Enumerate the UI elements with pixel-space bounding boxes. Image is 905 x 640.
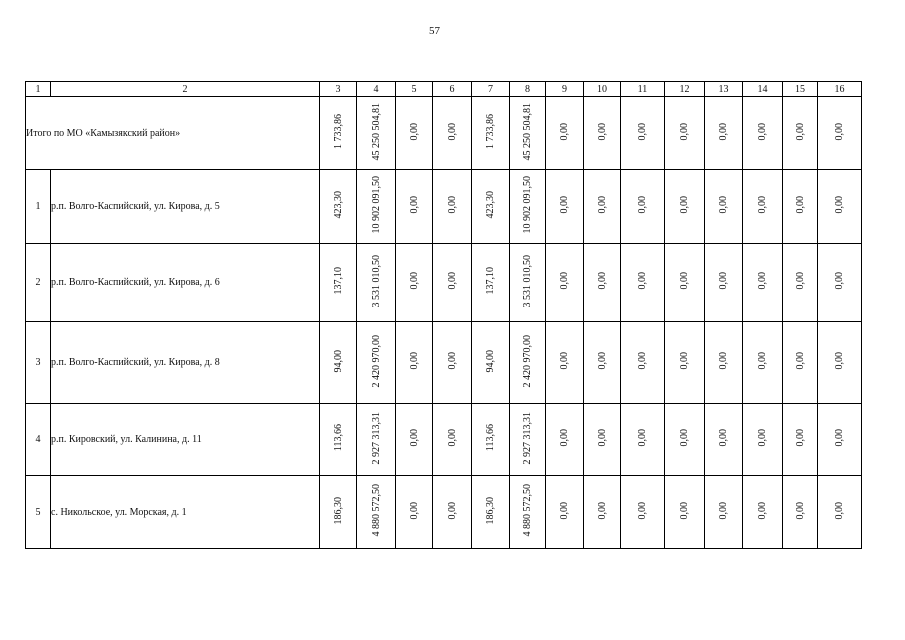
total-cell-c3 bbox=[320, 97, 357, 170]
row-cell-c5-value: 0,00 bbox=[408, 272, 420, 290]
header-cell-14: 14 bbox=[743, 82, 783, 97]
row-cell-c14-value: 0,00 bbox=[757, 272, 768, 290]
row-address: с. Никольское, ул. Морская, д. 1 bbox=[51, 476, 320, 549]
row-cell-c13-value: 0,00 bbox=[718, 501, 729, 520]
header-cell-6: 6 bbox=[433, 82, 472, 97]
row-cell-c12 bbox=[665, 322, 705, 404]
row-cell-c10-value: 0,00 bbox=[596, 429, 608, 447]
row-cell-c5-value: 0,00 bbox=[408, 196, 420, 214]
row-cell-c13-value: 0,00 bbox=[718, 352, 729, 370]
row-cell-c12-value: 0,00 bbox=[679, 352, 690, 370]
row-number: 4 bbox=[26, 404, 51, 476]
row-cell-c6-value: 0,00 bbox=[446, 272, 458, 290]
total-cell-c16 bbox=[818, 97, 862, 170]
row-cell-c15-value: 0,00 bbox=[794, 272, 806, 290]
row-cell-c8 bbox=[510, 404, 546, 476]
row-cell-c3 bbox=[320, 170, 357, 244]
row-cell-c9 bbox=[546, 170, 584, 244]
row-cell-c15 bbox=[783, 322, 818, 404]
row-cell-c6 bbox=[433, 404, 472, 476]
row-cell-c3-value: 94,00 bbox=[332, 349, 344, 373]
header-cell-10: 10 bbox=[584, 82, 621, 97]
row-cell-c8 bbox=[510, 170, 546, 244]
total-cell-c4 bbox=[357, 97, 396, 170]
total-cell-c10 bbox=[584, 97, 621, 170]
total-cell-c12-value: 0,00 bbox=[679, 122, 690, 141]
header-cell-1: 1 bbox=[26, 82, 51, 97]
row-cell-c10-value: 0,00 bbox=[596, 272, 608, 290]
row-cell-c10-value: 0,00 bbox=[596, 196, 608, 214]
table-row bbox=[26, 244, 862, 322]
row-cell-c9-value: 0,00 bbox=[559, 272, 570, 290]
row-cell-c4 bbox=[357, 404, 396, 476]
row-cell-c8-value: 2 927 313,31 bbox=[522, 411, 533, 465]
row-cell-c11 bbox=[621, 476, 665, 549]
row-cell-c9-value: 0,00 bbox=[559, 429, 570, 447]
total-cell-c14-value: 0,00 bbox=[757, 122, 768, 141]
row-cell-c10 bbox=[584, 322, 621, 404]
row-cell-c7 bbox=[472, 170, 510, 244]
row-cell-c14 bbox=[743, 244, 783, 322]
row-cell-c7-value: 423,30 bbox=[485, 191, 496, 219]
row-cell-c7 bbox=[472, 322, 510, 404]
total-cell-c8-value: 45 250 504,81 bbox=[522, 102, 533, 161]
total-cell-c13-value: 0,00 bbox=[718, 122, 729, 141]
total-cell-c8 bbox=[510, 97, 546, 170]
row-cell-c5-value: 0,00 bbox=[408, 501, 420, 520]
row-cell-c9-value: 0,00 bbox=[559, 196, 570, 214]
row-cell-c15 bbox=[783, 244, 818, 322]
row-cell-c16 bbox=[818, 244, 862, 322]
row-cell-c9 bbox=[546, 476, 584, 549]
row-cell-c7 bbox=[472, 476, 510, 549]
row-cell-c10-value: 0,00 bbox=[596, 352, 608, 370]
row-cell-c6-value: 0,00 bbox=[446, 429, 458, 447]
row-cell-c5 bbox=[396, 170, 433, 244]
row-cell-c11-value: 0,00 bbox=[637, 429, 648, 447]
row-cell-c11-value: 0,00 bbox=[637, 196, 648, 214]
total-cell-c6 bbox=[433, 97, 472, 170]
row-cell-c8 bbox=[510, 476, 546, 549]
data-table bbox=[25, 81, 862, 549]
row-cell-c14-value: 0,00 bbox=[757, 196, 768, 214]
total-cell-c5 bbox=[396, 97, 433, 170]
row-cell-c13-value: 0,00 bbox=[718, 429, 729, 447]
row-cell-c8 bbox=[510, 244, 546, 322]
row-cell-c14 bbox=[743, 476, 783, 549]
row-cell-c4 bbox=[357, 244, 396, 322]
header-cell-7: 7 bbox=[472, 82, 510, 97]
row-cell-c15-value: 0,00 bbox=[794, 352, 806, 370]
row-cell-c12 bbox=[665, 404, 705, 476]
row-cell-c4-value: 10 902 091,50 bbox=[370, 176, 382, 234]
row-cell-c15-value: 0,00 bbox=[794, 196, 806, 214]
total-cell-c11-value: 0,00 bbox=[637, 122, 648, 141]
total-cell-c14 bbox=[743, 97, 783, 170]
row-cell-c15 bbox=[783, 170, 818, 244]
row-cell-c13 bbox=[705, 244, 743, 322]
row-cell-c12-value: 0,00 bbox=[679, 501, 690, 520]
row-cell-c11 bbox=[621, 170, 665, 244]
row-cell-c10 bbox=[584, 476, 621, 549]
total-cell-c6-value: 0,00 bbox=[446, 122, 458, 141]
row-cell-c4-value: 4 880 572,50 bbox=[370, 484, 382, 537]
row-cell-c11 bbox=[621, 322, 665, 404]
row-cell-c15-value: 0,00 bbox=[794, 429, 806, 447]
row-cell-c11 bbox=[621, 244, 665, 322]
row-cell-c6 bbox=[433, 322, 472, 404]
row-number: 3 bbox=[26, 322, 51, 404]
row-cell-c12-value: 0,00 bbox=[679, 429, 690, 447]
row-cell-c5 bbox=[396, 322, 433, 404]
total-cell-c15-value: 0,00 bbox=[794, 122, 806, 141]
total-cell-c9 bbox=[546, 97, 584, 170]
row-number: 5 bbox=[26, 476, 51, 549]
row-cell-c8-value: 4 880 572,50 bbox=[522, 484, 533, 537]
total-cell-c7-value: 1 733,86 bbox=[485, 114, 496, 149]
row-cell-c13-value: 0,00 bbox=[718, 196, 729, 214]
total-label: Итого по МО «Камызякский район» bbox=[26, 97, 320, 170]
row-cell-c6-value: 0,00 bbox=[446, 196, 458, 214]
row-cell-c15-value: 0,00 bbox=[794, 501, 806, 520]
header-cell-5: 5 bbox=[396, 82, 433, 97]
total-cell-c4-value: 45 250 504,81 bbox=[370, 102, 382, 161]
row-cell-c8 bbox=[510, 322, 546, 404]
table-row bbox=[26, 322, 862, 404]
header-cell-9: 9 bbox=[546, 82, 584, 97]
row-cell-c4-value: 3 531 010,50 bbox=[370, 254, 382, 308]
row-cell-c5 bbox=[396, 244, 433, 322]
row-cell-c10 bbox=[584, 244, 621, 322]
row-cell-c7 bbox=[472, 404, 510, 476]
page-number: 57 bbox=[429, 25, 440, 37]
row-cell-c3 bbox=[320, 322, 357, 404]
total-cell-c3-value: 1 733,86 bbox=[332, 114, 344, 149]
row-cell-c4 bbox=[357, 476, 396, 549]
row-cell-c3-value: 113,66 bbox=[332, 424, 344, 452]
row-cell-c13 bbox=[705, 170, 743, 244]
row-address: р.п. Волго-Каспийский, ул. Кирова, д. 5 bbox=[51, 170, 320, 244]
row-cell-c14 bbox=[743, 404, 783, 476]
total-cell-c7 bbox=[472, 97, 510, 170]
row-cell-c10 bbox=[584, 404, 621, 476]
row-cell-c14-value: 0,00 bbox=[757, 429, 768, 447]
header-cell-8: 8 bbox=[510, 82, 546, 97]
row-cell-c13 bbox=[705, 404, 743, 476]
row-number: 2 bbox=[26, 244, 51, 322]
header-cell-4: 4 bbox=[357, 82, 396, 97]
row-cell-c6 bbox=[433, 476, 472, 549]
row-cell-c12 bbox=[665, 244, 705, 322]
header-cell-2: 2 bbox=[51, 82, 320, 97]
row-address: р.п. Кировский, ул. Калинина, д. 11 bbox=[51, 404, 320, 476]
row-cell-c11-value: 0,00 bbox=[637, 352, 648, 370]
row-cell-c8-value: 3 531 010,50 bbox=[522, 254, 533, 308]
row-cell-c7-value: 94,00 bbox=[485, 349, 496, 373]
row-cell-c16-value: 0,00 bbox=[834, 352, 845, 370]
row-cell-c11 bbox=[621, 404, 665, 476]
row-cell-c4 bbox=[357, 322, 396, 404]
row-cell-c8-value: 10 902 091,50 bbox=[522, 176, 533, 234]
total-cell-c12 bbox=[665, 97, 705, 170]
header-cell-11: 11 bbox=[621, 82, 665, 97]
row-cell-c6 bbox=[433, 170, 472, 244]
row-cell-c6 bbox=[433, 244, 472, 322]
row-cell-c3 bbox=[320, 476, 357, 549]
row-cell-c13 bbox=[705, 322, 743, 404]
row-cell-c13 bbox=[705, 476, 743, 549]
row-cell-c12-value: 0,00 bbox=[679, 196, 690, 214]
row-cell-c7-value: 113,66 bbox=[485, 424, 496, 452]
row-cell-c14-value: 0,00 bbox=[757, 352, 768, 370]
row-cell-c14 bbox=[743, 322, 783, 404]
header-cell-12: 12 bbox=[665, 82, 705, 97]
row-cell-c4 bbox=[357, 170, 396, 244]
total-cell-c5-value: 0,00 bbox=[408, 122, 420, 141]
row-cell-c9-value: 0,00 bbox=[559, 501, 570, 520]
table-row bbox=[26, 404, 862, 476]
total-cell-c16-value: 0,00 bbox=[834, 122, 845, 141]
row-cell-c10 bbox=[584, 170, 621, 244]
row-cell-c5-value: 0,00 bbox=[408, 352, 420, 370]
header-cell-16: 16 bbox=[818, 82, 862, 97]
row-cell-c13-value: 0,00 bbox=[718, 272, 729, 290]
row-cell-c7-value: 186,30 bbox=[485, 496, 496, 525]
row-cell-c12 bbox=[665, 170, 705, 244]
row-cell-c6-value: 0,00 bbox=[446, 501, 458, 520]
row-number: 1 bbox=[26, 170, 51, 244]
total-cell-c13 bbox=[705, 97, 743, 170]
row-cell-c9 bbox=[546, 404, 584, 476]
row-cell-c16-value: 0,00 bbox=[834, 272, 845, 290]
row-cell-c12-value: 0,00 bbox=[679, 272, 690, 290]
row-address: р.п. Волго-Каспийский, ул. Кирова, д. 6 bbox=[51, 244, 320, 322]
row-cell-c16-value: 0,00 bbox=[834, 196, 845, 214]
row-cell-c3-value: 423,30 bbox=[332, 191, 344, 219]
total-cell-c9-value: 0,00 bbox=[559, 122, 570, 141]
row-cell-c8-value: 2 420 970,00 bbox=[522, 334, 533, 388]
total-cell-c15 bbox=[783, 97, 818, 170]
row-cell-c14-value: 0,00 bbox=[757, 501, 768, 520]
row-cell-c9-value: 0,00 bbox=[559, 352, 570, 370]
row-cell-c16-value: 0,00 bbox=[834, 429, 845, 447]
row-cell-c5 bbox=[396, 476, 433, 549]
row-cell-c16 bbox=[818, 322, 862, 404]
row-cell-c11-value: 0,00 bbox=[637, 501, 648, 520]
row-cell-c16 bbox=[818, 170, 862, 244]
row-cell-c3 bbox=[320, 244, 357, 322]
row-cell-c5 bbox=[396, 404, 433, 476]
table-row bbox=[26, 476, 862, 549]
row-cell-c16 bbox=[818, 476, 862, 549]
row-cell-c14 bbox=[743, 170, 783, 244]
row-cell-c4-value: 2 420 970,00 bbox=[370, 334, 382, 388]
row-address: р.п. Волго-Каспийский, ул. Кирова, д. 8 bbox=[51, 322, 320, 404]
row-cell-c3-value: 186,30 bbox=[332, 496, 344, 525]
total-cell-c10-value: 0,00 bbox=[596, 122, 608, 141]
row-cell-c12 bbox=[665, 476, 705, 549]
row-cell-c7-value: 137,10 bbox=[485, 267, 496, 295]
row-cell-c10-value: 0,00 bbox=[596, 501, 608, 520]
header-cell-13: 13 bbox=[705, 82, 743, 97]
row-cell-c16-value: 0,00 bbox=[834, 501, 845, 520]
header-row bbox=[26, 82, 862, 97]
row-cell-c9 bbox=[546, 244, 584, 322]
total-cell-c11 bbox=[621, 97, 665, 170]
row-cell-c9 bbox=[546, 322, 584, 404]
total-row bbox=[26, 97, 862, 170]
header-cell-15: 15 bbox=[783, 82, 818, 97]
row-cell-c5-value: 0,00 bbox=[408, 429, 420, 447]
header-cell-3: 3 bbox=[320, 82, 357, 97]
row-cell-c16 bbox=[818, 404, 862, 476]
row-cell-c11-value: 0,00 bbox=[637, 272, 648, 290]
row-cell-c3 bbox=[320, 404, 357, 476]
table-row bbox=[26, 170, 862, 244]
row-cell-c4-value: 2 927 313,31 bbox=[370, 411, 382, 465]
row-cell-c7 bbox=[472, 244, 510, 322]
row-cell-c15 bbox=[783, 476, 818, 549]
row-cell-c3-value: 137,10 bbox=[332, 267, 344, 295]
row-cell-c15 bbox=[783, 404, 818, 476]
row-cell-c6-value: 0,00 bbox=[446, 352, 458, 370]
